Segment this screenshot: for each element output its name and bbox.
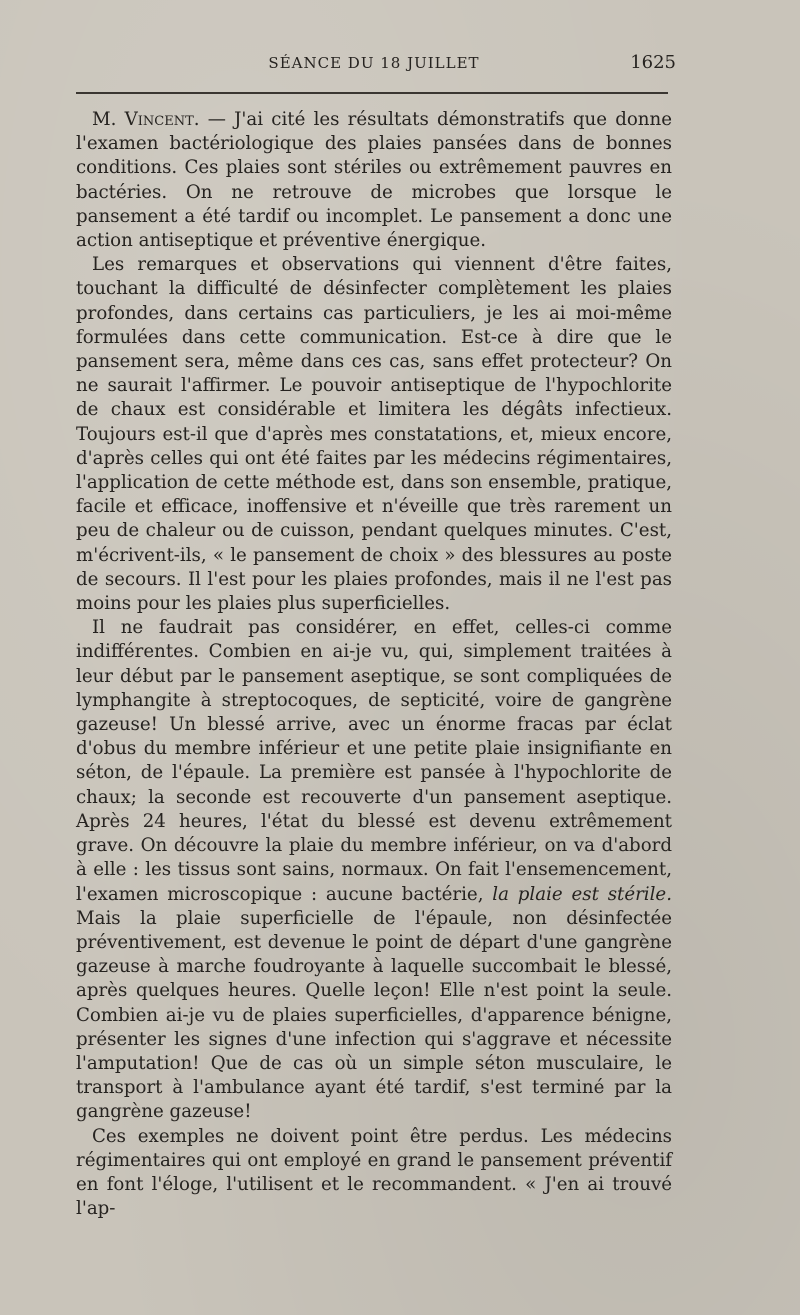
paragraph-3-emphasis: la plaie est stérile. [492, 883, 672, 905]
paragraph-1 [76, 108, 672, 253]
body-text [76, 108, 672, 1221]
paragraph-3-text-after: Mais la plaie superficielle de l'épaule, non désinfectée préventivement, est devenue le point de départ d'une gangrène gazeuse à marche foudroyante à laquelle succombait le blessé, après quelques heures. Quelle leçon! Elle n'est point la seule. Combien ai-je vu de plaies superficielles, d'apparence bénigne, présenter les signes d'une infection qui s'aggrave et nécessite l'amputation! Que de cas où un simple séton musculaire, le transport à l'ambulance ayant été tardif, s'est terminé par la gangrène gazeuse! [76, 907, 672, 1123]
page-number: 1625 [630, 52, 676, 73]
speaker-name: M. Vincent. [92, 109, 200, 130]
page-header [76, 52, 676, 78]
paragraph-2: Les remarques et observations qui viennent d'être faites, touchant la difficulté de désinfecter complètement les plaies profondes, dans certains cas particuliers, je les ai moi-même formulées dans cette communication. Est-ce à dire que le pansement sera, même dans ces cas, sans effet protecteur? On ne saurait l'affirmer. Le pouvoir antiseptique de l'hypochlorite de chaux est considérable et limitera les dégâts infectieux. Toujours est-il que d'après mes constatations, et, mieux encore, d'après celles qui ont été faites par les médecins régimentaires, l'application de cette méthode est, dans son ensemble, pratique, facile et efficace, inoffensive et n'éveille que très rarement un peu de chaleur ou de cuisson, pendant quelques minutes. C'est, m'écrivent-ils, « le pansement de choix » des blessures au poste de secours. Il l'est pour les plaies profondes, mais il ne l'est pas moins pour les plaies plus superficielles. [76, 254, 672, 615]
paragraph-1-text: — J'ai cité les résultats démonstratifs que donne l'examen bactériologique des plaies pansées dans de bonnes conditions. Ces plaies sont stériles ou extrêmement pauvres en bactéries. On ne retrouve de microbes que lorsque le pansement a été tardif ou incomplet. Le pansement a donc une action antiseptique et préventive énergique. [76, 109, 673, 252]
paragraph-3-text-before: Il ne faudrait pas considérer, en effet, celles-ci comme indifférentes. Combien en ai-je vu, qui, simplement traitées à leur début par le pansement aseptique, se sont compliquées de lymphangite à streptocoques, de septicité, voire de gangrène gazeuse! Un blessé arrive, avec un énorme fracas par éclat d'obus du membre inférieur et une petite plaie insignifiante en séton, de l'épaule. La première est pansée à l'hypochlorite de chaux; la seconde est recouverte d'un pansement aseptique. Après 24 heures, l'état du blessé est devenu extrêmement grave. On découvre la plaie du membre inférieur, on va d'abord à elle : les tissus sont sains, normaux. On fait l'ensemencement, l'examen microscopique : aucune bactérie, [76, 617, 672, 905]
paragraph-3 [76, 616, 672, 1124]
paragraph-4: Ces exemples ne doivent point être perdus. Les médecins régimentaires qui ont employé en grand le pansement préventif en font l'éloge, l'utilisent et le recommandent. « J'en ai trouvé l'ap- [76, 1125, 672, 1220]
header-rule [76, 92, 668, 94]
running-head: SÉANCE DU 18 JUILLET [268, 54, 480, 72]
